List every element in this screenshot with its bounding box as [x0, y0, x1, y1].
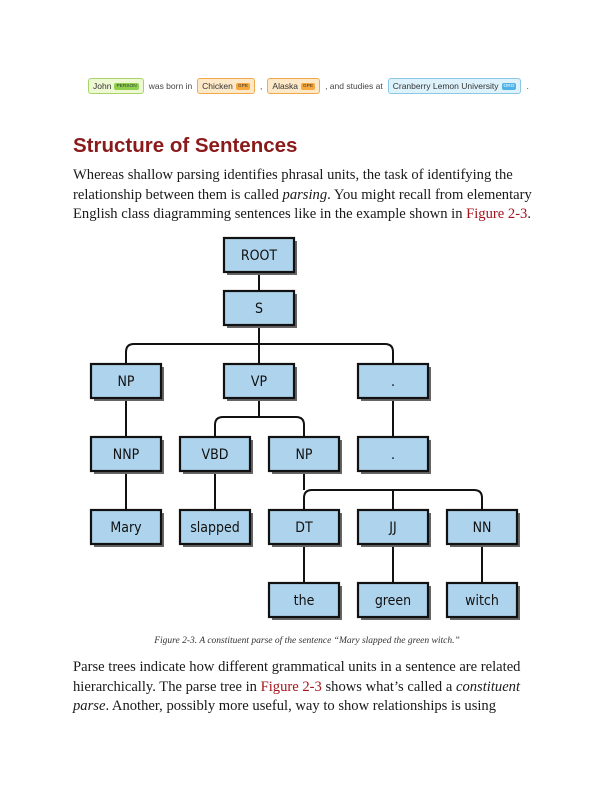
paragraph-text: . Another, possibly more useful, way to show relationships is using [105, 698, 497, 714]
tree-edge-group [215, 398, 304, 437]
paragraph-text: . You might recall from elementary English class diagramming sentences like in the example shown in [73, 186, 532, 222]
tree-node-label: slapped [190, 520, 240, 536]
ner-plain-text: . [526, 81, 529, 91]
tree-node-dt [269, 510, 342, 547]
tree-node-green [358, 583, 431, 620]
tree-edge-group [304, 471, 482, 510]
tree-node-vp [224, 364, 297, 401]
tree-node-nnp [91, 437, 164, 474]
tree-node-nn [447, 510, 520, 547]
tree-node-label: JJ [389, 520, 397, 536]
tree-node-vbd [180, 437, 253, 474]
ner-plain-text: , and studies at [325, 81, 383, 91]
tree-node-label: Mary [110, 520, 142, 536]
figure-caption: Figure 2-3. A constituent parse of the sentence “Mary slapped the green witch.” [154, 636, 460, 646]
section-heading: Structure of Sentences [73, 134, 298, 157]
tree-node-punct1 [358, 364, 431, 401]
tree-node-s [224, 291, 297, 328]
entity-text: Cranberry Lemon University [392, 81, 499, 91]
tree-node-label: VBD [201, 447, 229, 463]
emphasis-term: constituent parse [73, 678, 521, 714]
tree-node-np1 [91, 364, 164, 401]
tree-edge-group [126, 325, 393, 364]
figure-reference-link[interactable]: Figure 2-3 [466, 206, 528, 222]
entity-label-badge: ORG [503, 83, 515, 89]
tree-node-label: ROOT [240, 248, 278, 264]
tree-node-root [224, 238, 297, 275]
tree-node-the [269, 583, 342, 620]
entity-text: Alaska [272, 81, 298, 91]
emphasis-term: parsing [282, 186, 328, 203]
paragraph-parse-trees [73, 658, 543, 717]
entity-label-badge: GPE [302, 83, 314, 89]
ner-plain-text: was born in [148, 81, 193, 91]
paragraph-text: . [527, 206, 532, 222]
tree-node-label: NN [472, 520, 492, 536]
tree-node-label: witch [465, 593, 499, 609]
paragraph-text: shows what’s called a [321, 678, 456, 695]
tree-node-mary [91, 510, 164, 547]
tree-node-label: NNP [112, 447, 140, 463]
ner-plain-text: , [260, 81, 263, 91]
tree-node-label: NP [117, 374, 135, 390]
entity-label-badge: GPE [237, 83, 249, 89]
tree-node-label: the [293, 593, 315, 609]
paragraph-text: Whereas shallow parsing identifies phrasal units, the task of identifying the relationship between them is called [73, 167, 513, 203]
figure-reference-link[interactable]: Figure 2-3 [260, 678, 322, 695]
tree-node-np2 [269, 437, 342, 474]
tree-node-label: . [391, 374, 395, 390]
paragraph-text: Parse trees indicate how different grammatical units in a sentence are related hierarchically. The parse tree in [73, 659, 521, 695]
tree-node-jj [358, 510, 431, 547]
tree-node-punct2 [358, 437, 431, 474]
entity-text: Chicken [202, 81, 233, 91]
entity-text: John [93, 81, 112, 91]
entity-label-badge: PERSON [116, 83, 137, 89]
tree-node-label: . [391, 447, 395, 463]
tree-node-label: green [374, 593, 412, 609]
tree-node-label: VP [250, 374, 268, 390]
tree-node-label: S [255, 301, 263, 317]
tree-node-label: DT [295, 520, 313, 536]
tree-node-witch [447, 583, 520, 620]
tree-node-slapped [180, 510, 253, 547]
tree-node-label: NP [295, 447, 313, 463]
